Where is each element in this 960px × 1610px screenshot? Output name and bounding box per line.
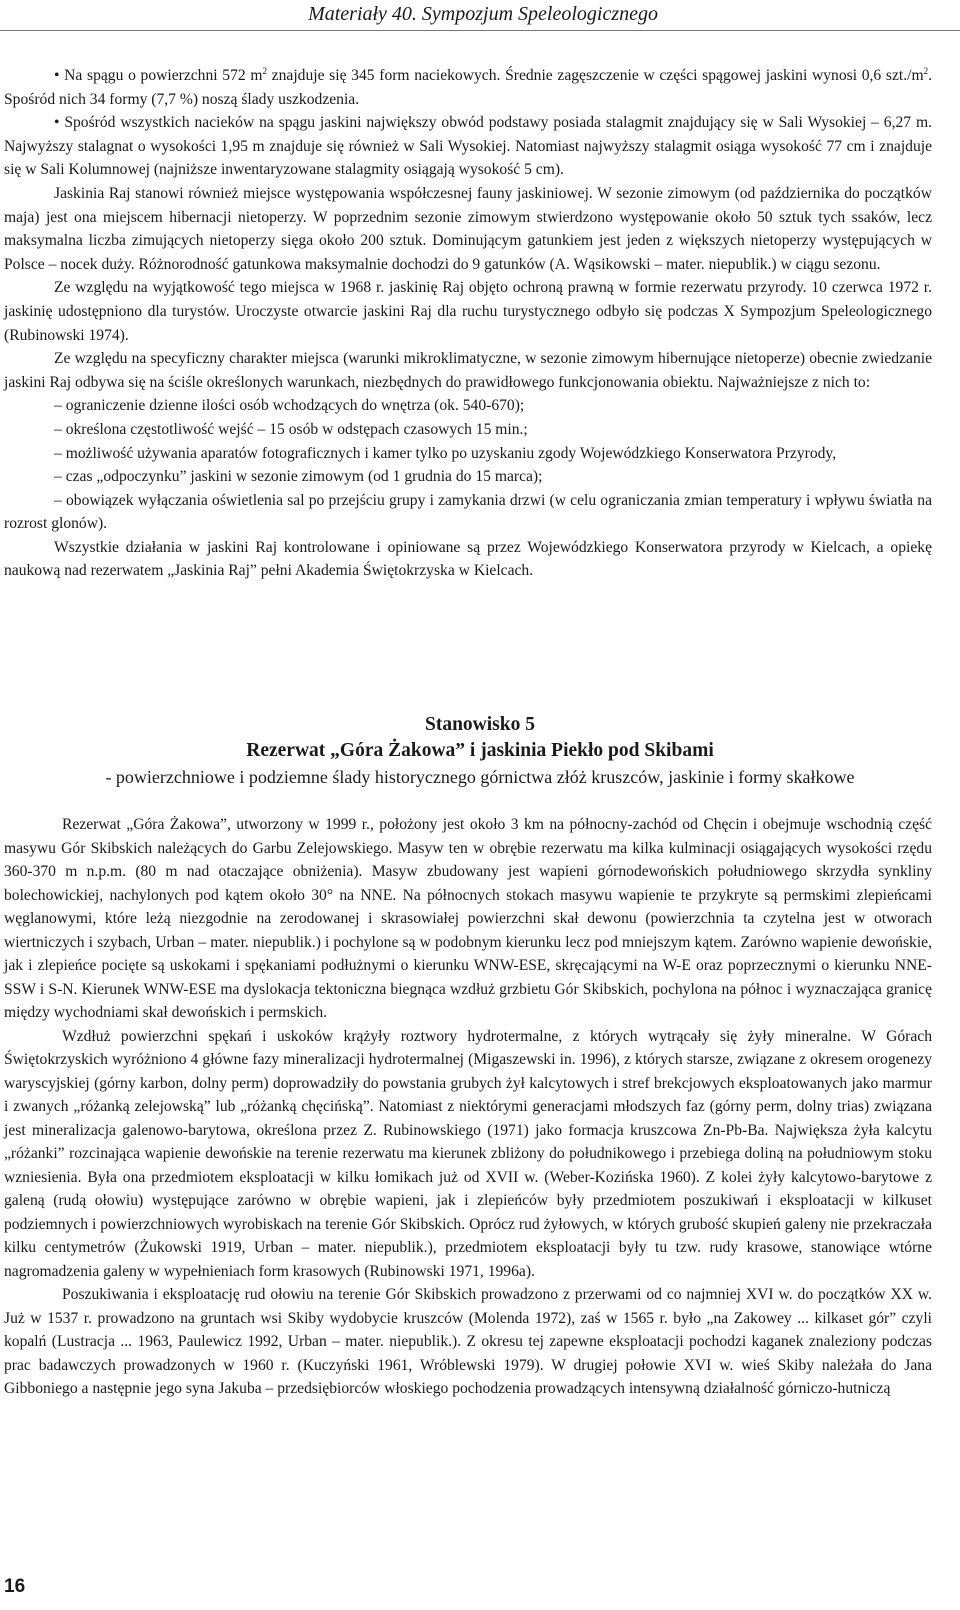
section-title: Rezerwat „Góra Żakowa” i jaskinia Piekło pod Skibami <box>246 740 714 761</box>
section-subtitle: - powierzchniowe i podziemne ślady historycznego górnictwa złóż kruszców, jaskinie i formy skałkowe <box>105 767 855 787</box>
dash-item-4: – czas „odpoczynku” jaskini w sezonie zimowym (od 1 grudnia do 15 marca); <box>54 468 543 486</box>
header-rule <box>0 30 960 31</box>
section-heading <box>0 712 960 790</box>
bullet-paragraph-1 <box>4 64 932 111</box>
paragraph-visiting: Ze względu na specyficzny charakter miejsca (warunki mikroklimatyczne, w sezonie zimowym hibernujące nietoperze) obecnie zwiedzanie jaskini Raj odbywa się na ściśle określonych warunkach, niezbędnych do prawidłowego funkcjonowania obiektu. Najważniejsze z nich to: <box>4 350 932 391</box>
paragraph-supervision: Wszystkie działania w jaskini Raj kontrolowane i opiniowane są przez Wojewódzkiego Konserwatora przyrody w Kielcach, a opiekę naukową nad rezerwatem „Jaskinia Raj” pełni Akademia Świętokrzyska w Kielcach. <box>4 538 932 580</box>
bullet-paragraph-2: • Spośród wszystkich nacieków na spągu jaskini największy obwód podstawy posiada stalagmit znajdujący się w Sali Wysokiej – 6,27 m. Najwyższy stalagnat o wysokości 1,95 m znajduje się również w Sali Wysokiej. Natomiast najwyższy stalagmit osiąga wysokość 77 cm i znajduje się w Sali Kolumnowej (najniższe inwentaryzowane stalagmity osiągają wysokość 5 cm). <box>4 114 932 179</box>
dash-item-1: – ograniczenie dzienne ilości osób wchodzących do wnętrza (ok. 540-670); <box>54 397 525 415</box>
superscript: 2 <box>262 65 267 76</box>
paragraph-mining-history: Poszukiwania i eksploatację rud ołowiu na terenie Gór Skibskich prowadzono z przerwami od co najmniej XVI w. do początków XX w. Już w 1537 r. prowadzono na gruntach wsi Skiby wydobycie kruszców (Molenda 1972), zaś w 1565 r. było „na Zakowey ... kilkaset gór” czyli kopalń (Lustracja ... 1963, Paulewicz 1992, Urban – mater. niepublik.). Z okresu tej zapewne eksploatacji pochodzi kaganek znaleziony podczas prac badawczych prowadzonych w 1960 r. (Kuczyński 1961, Wróblewski 1979). W drugiej połowie XVI w. wieś Skiby należała do Jana Gibboniego a następnie jego syna Jakuba – przedsiębiorców włoskiego pochodzenia prowadzących intensywną działalność górniczo-hutniczą <box>4 1286 932 1397</box>
dash-item-2: – określona częstotliwość wejść – 15 osób w odstępach czasowych 15 min.; <box>54 420 528 438</box>
paragraph-mineralization: Wzdłuż powierzchni spękań i uskoków krążyły roztwory hydrotermalne, z których wytrącały się żyły mineralne. W Górach Świętokrzyskich wyróżniono 4 główne fazy mineralizacji hydrotermalnej (Migaszewski in. 1996), z których starsze, związane z okresem orogenezy waryscyjskiej (górny karbon, dolny perm) doprowadziły do powstania grubych żył kalcytowych i stref brekcjowych eksploatowanych jako marmur i zwanych „różanką zelejowską” lub „różanką chęcińską”. Natomiast z niektórymi generacjami młodszych faz (górny perm, dolny trias) związana jest mineralizacja galenowo-barytowa, określona przez Z. Rubinowskiego (1971) jako formacja kruszcowa Zn-Pb-Ba. Największa żyła kalcytu „różanki” rozcinająca wapienie dewońskie na terenie rezerwatu ma kierunek zbliżony do południkowego i przebiega doliną na południowym stoku wzniesienia. Była ona przedmiotem eksploatacji w kilku łomikach już od XVII w. (Weber-Kozińska 1960). Z kolei żyły kalcytowo-barytowe z galeną (rudą ołowiu) występujące zarówno w obrębie wapieni, jak i zlepieńców były przedmiotem poszukiwań i eksploatacji w kilkuset podziemnych i powierzchniowych wyrobiskach na terenie Gór Skibskich. Oprócz rud żyłowych, w których grubość skupień galeny nie przekraczała kilku centymetrów (Żukowski 1919, Urban – mater. niepublik.), przedmiotem eksploatacji były tu tzw. rudy krasowe, stanowiące wtórne nagromadzenia galeny w wypełnieniach form krasowych (Rubinowski 1971, 1996a). <box>4 1027 932 1280</box>
running-header-title: Materiały 40. Sympozjum Speleologicznego <box>308 3 658 25</box>
section-label: Stanowisko 5 <box>425 714 535 735</box>
paragraph-reserve: Rezerwat „Góra Żakowa”, utworzony w 1999 r., położony jest około 3 km na północny-zachód od Chęcin i obejmuje wschodnią część masywu Gór Skibskich należących do Garbu Zelejowskiego. Masyw ten w obrębie rezerwatu ma kilka kulminacji osiągających wysokości rzędu 360-370 m n.p.m. (80 m nad otaczające obniżenia). Masyw zbudowany jest wapieni górnodewońskich południowego skrzydła synkliny bolechowickiej, nachylonych pod kątem około 30° na NNE. Na północnych stokach masywu wapienie te przykryte są permskimi zlepieńcami węglanowymi, które leżą niezgodnie na zerodowanej i skrasowiałej powierzchni skał dewonu (powierzchnia ta czytelna jest w otworach wiertniczych i szybach, Urban – mater. niepublik.) i pochylone są w podobnym kierunku lecz pod mniejszym kątem. Zarówno wapienie dewońskie, jak i zlepieńce pocięte są uskokami i spękaniami podłużnymi o kierunku WNW-ESE, skręcającymi na W-E oraz poprzecznymi o kierunku NNE-SSW i S-N. Kierunek WNW-ESE ma dyslokacja tektoniczna biegnąca wzdłuż grzbietu Gór Skibskich, pochylona na północ i wyznaczająca granicę między wychodniami skał dewońskich i permskich. <box>4 816 932 1021</box>
dash-item-5: – obowiązek wyłączania oświetlenia sal po przejściu grupy i zamykania drzwi (w celu ograniczania zmian temperatury i wpływu światła na rozrost glonów). <box>4 491 932 533</box>
text-run: znajduje się 345 form naciekowych. Średnie zagęszczenie w części spągowej jaskini wynosi 0,6 szt./m <box>267 67 924 84</box>
paragraph-fauna: Jaskinia Raj stanowi również miejsce występowania współczesnej fauny jaskiniowej. W sezonie zimowym (od października do początków maja) jest ona miejscem hibernacji nietoperzy. W poprzednim sezonie zimowym stwierdzono występowanie około 50 sztuk tych ssaków, lecz maksymalna liczba zimujących nietoperzy sięga około 200 sztuk. Dominującym gatunkiem jest jeden z większych nietoperzy występujących w Polsce – nocek duży. Różnorodność gatunkowa maksymalnie dochodzi do 9 gatunków (A. Wąsikowski – mater. niepublik.) w ciągu sezonu. <box>4 184 932 273</box>
page-number: 16 <box>4 1576 26 1597</box>
superscript: 2 <box>923 65 929 76</box>
paragraph-protection: Ze względu na wyjątkowość tego miejsca w 1968 r. jaskinię Raj objęto ochroną prawną w formie rezerwatu przyrody. 10 czerwca 1972 r. jaskinię udostępniono dla turystów. Uroczyste otwarcie jaskini Raj dla ruchu turystycznego odbyło się podczas X Sympozjum Speleologicznego (Rubinowski 1974). <box>4 279 932 344</box>
body-text-part1 <box>4 64 932 583</box>
running-header <box>0 0 960 44</box>
text-run: • Na spągu o powierzchni 572 m <box>54 67 263 84</box>
dash-item-3: – możliwość używania aparatów fotograficznych i kamer tylko po uzyskaniu zgody Wojewódzkiego Konserwatora Przyrody, <box>54 444 837 462</box>
text-run: . Spośród nich 34 formy (7,7 %) noszą ślady uszkodzenia. <box>4 67 932 108</box>
body-text-part2 <box>4 813 932 1401</box>
